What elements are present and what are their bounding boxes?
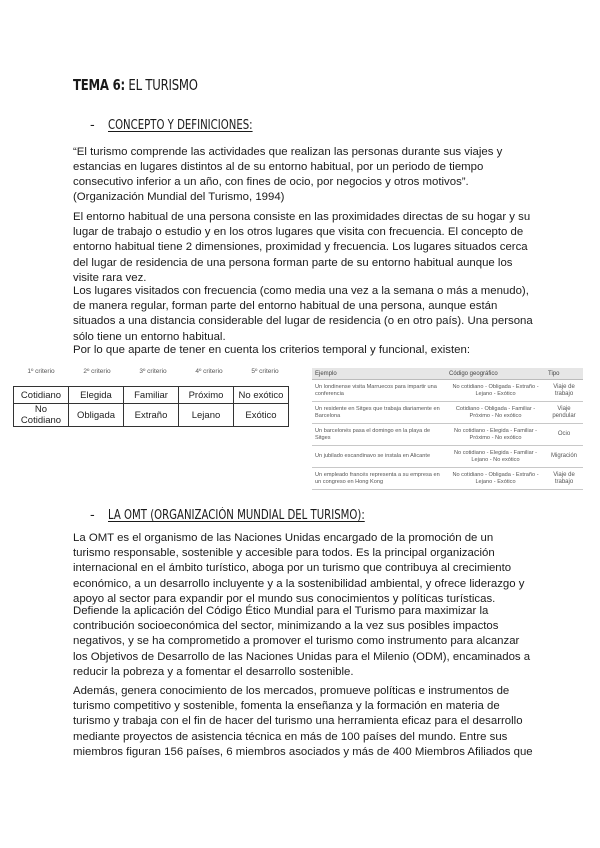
table-cell: Próximo [179, 387, 234, 404]
paragraph-entorno: El entorno habitual de una persona consiste en las proximidades directas de su hogar y su lugar de trabajo o estudio y en los otros lugares que visita con frecuencia. El concepto de entorno habitual tiene 2 dimensiones, proximidad y frecuencia. Los lugares situados cerca del lugar de residencia de una persona forman parte de su entorno habitual aunque los visite rara vez. [73, 211, 531, 284]
paragraph-frecuencia: Los lugares visitados con frecuencia (como media una vez a la semana o más a menudo), de manera regular, forman parte del entorno habitual de una persona, aunque están situados a una distancia considerable del lugar de residencia (o en otro país). Una persona sólo tiene un entorno habitual. [73, 285, 533, 343]
table-cell: Viaje de trabajo [545, 380, 583, 402]
table-header-row [312, 368, 583, 380]
section-heading-omt [90, 508, 437, 523]
table-header-cell: Ejemplo [312, 368, 446, 380]
definition-quote: “El turismo comprende las actividades que realizan las personas durante sus viajes y estancias en lugares distintos al de su entorno habitual, por un periodo de tiempo consecutivo inferior a un año, con fines de ocio, por negocios y otros motivos”. [73, 146, 503, 189]
table-cell: Viaje pendular [545, 402, 583, 424]
table-cell: No cotidiano - Obligada - Extraño - Lejano - Exótico [446, 468, 545, 490]
section-bullet: - [90, 508, 95, 523]
criteria-header-cell: 4º criterio [195, 368, 223, 375]
table-cell: Extraño [124, 404, 179, 427]
table-row [312, 380, 583, 402]
criteria-table-body [13, 386, 289, 427]
table-row [14, 387, 289, 404]
examples-table [312, 368, 583, 490]
table-row [312, 446, 583, 468]
section-heading-text: LA OMT (ORGANIZACIÓN MUNDIAL DEL TURISMO): [108, 508, 365, 523]
table-cell: Viaje de trabajo [545, 468, 583, 490]
table-cell: Ocio [545, 424, 583, 446]
table-cell: Un londinense visita Marruecos para impartir una conferencia [312, 380, 446, 402]
table-cell: Lejano [179, 404, 234, 427]
table-cell: Exótico [234, 404, 289, 427]
table-header-cell: Código geográfico [446, 368, 545, 380]
table-row [14, 404, 289, 427]
definition-source: (Organización Mundial del Turismo, 1994) [73, 191, 285, 203]
table-row [312, 402, 583, 424]
title-text: EL TURISMO [128, 76, 198, 94]
title-number: TEMA 6: [73, 76, 125, 94]
page-title [73, 76, 198, 94]
table-cell: No cotidiano - Elegida - Familiar - Lejano - No exótico [446, 446, 545, 468]
criteria-table [13, 368, 293, 427]
paragraph-criterios: Por lo que aparte de tener en cuenta los criterios temporal y funcional, existen: [73, 344, 470, 356]
table-cell: Obligada [69, 404, 124, 427]
criteria-header-cell: 2º criterio [83, 368, 111, 375]
table-cell: Un empleado francés representa a su empresa en un congreso en Hong Kong [312, 468, 446, 490]
section-heading-concepto [90, 118, 293, 133]
criteria-table-header [13, 368, 293, 380]
section-heading-text: CONCEPTO Y DEFINICIONES: [108, 118, 253, 133]
table-cell: Familiar [124, 387, 179, 404]
section-bullet: - [90, 118, 95, 133]
table-row [312, 468, 583, 490]
table-cell: Un jubilado escandinavo se instala en Alicante [312, 446, 446, 468]
table-cell: Elegida [69, 387, 124, 404]
table-row [312, 424, 583, 446]
examples-table-body [312, 368, 583, 490]
paragraph-omt-intro: La OMT es el organismo de las Naciones Unidas encargado de la promoción de un turismo responsable, sostenible y accesible para todos. Es la principal organización internacional en el ámbito turístico, aboga por un turismo que contribuya al crecimiento económico, a un desarrollo incluyente y a la sostenibilidad ambiental, y ofrece liderazgo y apoyo al sector para expandir por el mundo sus conocimientos y políticas turísticas. [73, 532, 525, 605]
table-cell: No cotidiano - Obligada - Extraño - Lejano - Exótico [446, 380, 545, 402]
table-cell: No Cotidiano [14, 404, 69, 427]
table-cell: Migración [545, 446, 583, 468]
table-cell: Cotidiano [14, 387, 69, 404]
table-cell: Un barcelonés pasa el domingo en la playa de Sitges [312, 424, 446, 446]
criteria-header-cell: 1º criterio [27, 368, 55, 375]
table-cell: Un residente en Sitges que trabaja diariamente en Barcelona [312, 402, 446, 424]
table-header-cell: Tipo [545, 368, 583, 380]
criteria-header-cell: 5º criterio [251, 368, 279, 375]
table-cell: No exótico [234, 387, 289, 404]
criteria-header-cell: 3º criterio [139, 368, 167, 375]
table-cell: No cotidiano - Elegida - Familiar - Próximo - No exótico [446, 424, 545, 446]
paragraph-omt-codigo: Defiende la aplicación del Código Ético Mundial para el Turismo para maximizar la contribución socioeconómica del sector, minimizando a la vez sus posibles impactos negativos, y se ha comprometido a promover el turismo como instrumento para alcanzar los Objetivos de Desarrollo de las Naciones Unidas para el Milenio (ODM), encaminados a reducir la pobreza y a fomentar el desarrollo sostenible. [73, 605, 531, 678]
table-cell: Cotidiano - Obligada - Familiar - Próximo - No exótico [446, 402, 545, 424]
paragraph-omt-ademas: Además, genera conocimiento de los mercados, promueve políticas e instrumentos de turismo competitivo y sostenible, fomenta la enseñanza y la formación en materia de turismo y trabaja con el fin de hacer del turismo una herramienta eficaz para el desarrollo mediante proyectos de asistencia técnica en más de 100 países del mundo. Entre sus miembros figuran 156 países, 6 miembros asociados y más de 400 Miembros Afiliados que [73, 685, 533, 758]
